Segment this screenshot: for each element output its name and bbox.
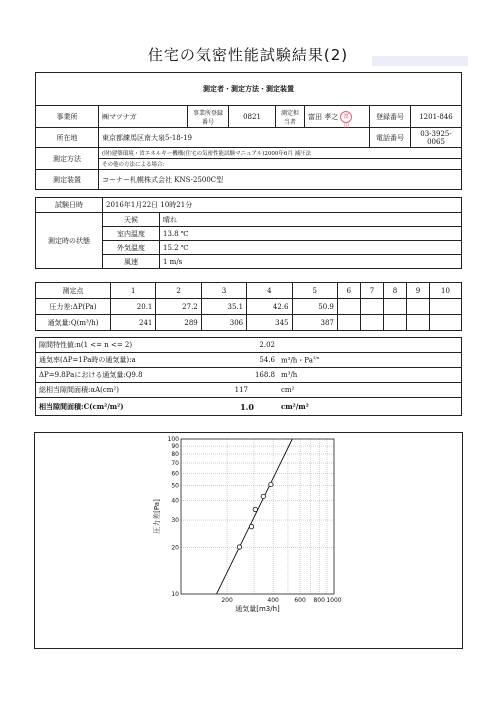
outdoor-value: 15.2 ℃: [160, 241, 462, 255]
device-label: 測定装置: [36, 170, 99, 190]
plot-area-border: [181, 439, 334, 594]
method-line1: (財)建築環境・省エネルギー機構(住宅の気密性能試験マニュアル)2000年6月 減圧法: [99, 148, 462, 159]
q98-label: ΔP=9.8Paにおける通気量:Q9.8: [36, 368, 203, 383]
q98-unit: m³/h: [278, 368, 462, 383]
point-cell-8: 8: [383, 283, 406, 299]
flow-cell-4: 345: [247, 315, 292, 331]
pressure-label: 圧力差:ΔP(Pa): [36, 299, 111, 315]
office-label: 事業所: [36, 106, 99, 128]
personal-seal-stamp: 富田: [340, 111, 352, 123]
weather-label: 天候: [103, 213, 160, 227]
device-value: コーナー札幌株式会社 KNS-2500C型: [99, 170, 462, 190]
a-unit-sup: 1/n: [312, 354, 320, 360]
weather-value: 晴れ: [160, 213, 462, 227]
method-line2: その他の方法による場合:: [99, 159, 462, 170]
phone-label: 電話番号: [370, 128, 411, 148]
date-value: 2016年1月22日 10時21分: [103, 198, 462, 213]
outdoor-label: 外気温度: [103, 241, 160, 255]
point-cell-4: 4: [247, 283, 292, 299]
flow-cell-10: [430, 315, 462, 331]
n-value: 2.02: [202, 338, 278, 353]
indoor-value: 13.8 ℃: [160, 227, 462, 241]
data-point-3: [253, 507, 257, 511]
n-label: 隙間特性値:n(1 <= n <= 2): [36, 338, 203, 353]
C-unit: cm²/m²: [278, 398, 462, 416]
page-title: 住宅の気密性能試験結果(2): [147, 46, 349, 64]
point-cell-1: 1: [111, 283, 156, 299]
pressure-flow-chart: [35, 433, 462, 648]
pressure-cell-4: 42.6: [247, 299, 292, 315]
y-tick-label: 100: [167, 436, 179, 443]
pressure-cell-2: 27.2: [156, 299, 201, 315]
header-section-table: [35, 72, 462, 190]
y-tick-label: 80: [171, 451, 179, 459]
pressure-cell-3: 35.1: [201, 299, 246, 315]
corner-stamp: [372, 56, 468, 66]
aA-value: 117: [202, 383, 278, 398]
aA-label: 総相当隙間面積:αA(cm²): [36, 383, 203, 398]
data-point-4: [261, 494, 265, 498]
aA-unit: cm²: [278, 383, 462, 398]
results-table: [35, 337, 462, 416]
C-label: 相当隙間面積:C(cm²/m²): [36, 398, 203, 416]
address-label: 所在地: [36, 128, 99, 148]
y-tick-label: 90: [171, 443, 179, 451]
office-value: ㈱マツナガ: [99, 106, 188, 128]
pressure-cell-9: [406, 299, 429, 315]
x-axis-label: 通気量[m3/h]: [235, 605, 280, 613]
point-cell-3: 3: [201, 283, 246, 299]
pressure-cell-8: [383, 299, 406, 315]
pressure-cell-7: [360, 299, 383, 315]
reg-label: 登録番号: [370, 106, 411, 128]
point-label: 測定点: [36, 283, 111, 299]
state-label: 測定時の状態: [36, 213, 103, 269]
pressure-cell-10: [430, 299, 462, 315]
person-label: 測定担当者: [276, 106, 305, 128]
q98-value: 168.8: [202, 368, 278, 383]
flow-cell-6: [337, 315, 360, 331]
wind-label: 風速: [103, 255, 160, 269]
indoor-label: 室内温度: [103, 227, 160, 241]
office-reg-value: 0821: [229, 106, 276, 128]
data-point-2: [249, 524, 253, 528]
x-tick-label: 400: [267, 597, 279, 604]
reg-value: 1201-846: [411, 106, 462, 128]
method-label: 測定方法: [36, 148, 99, 170]
point-cell-2: 2: [156, 283, 201, 299]
flow-cell-8: [383, 315, 406, 331]
fit-line: [217, 439, 293, 594]
flow-cell-7: [360, 315, 383, 331]
x-tick-label: 800: [313, 597, 325, 604]
flow-label: 通気量:Q(m³/h): [36, 315, 111, 331]
pressure-cell-6: [337, 299, 360, 315]
a-unit: m³/h・Pa: [281, 356, 313, 365]
x-tick-label: 1000: [326, 597, 342, 604]
a-value: 54.6: [202, 353, 278, 368]
a-unit-cell: [278, 353, 462, 368]
a-label: 通気率(ΔP=1Pa時の通気量):a: [36, 353, 203, 368]
date-label: 試験日時: [36, 198, 103, 213]
point-cell-9: 9: [406, 283, 429, 299]
x-tick-label: 200: [221, 597, 233, 604]
point-cell-7: 7: [360, 283, 383, 299]
C-value: 1.0: [202, 398, 278, 416]
person-cell: [305, 106, 370, 128]
address-value: 東京都練馬区南大泉5-18-19: [99, 128, 370, 148]
y-tick-label: 70: [171, 460, 179, 468]
phone-value: 03-3925-0065: [411, 128, 462, 148]
flow-cell-3: 306: [201, 315, 246, 331]
pressure-cell-1: 20.1: [111, 299, 156, 315]
n-unit-blank: [278, 338, 462, 353]
flow-cell-1: 241: [111, 315, 156, 331]
flow-cell-5: 387: [292, 315, 337, 331]
person-value: 富田 孝之: [308, 112, 339, 121]
office-reg-label: 事業所登録番号: [188, 106, 229, 128]
y-tick-label: 30: [171, 517, 179, 525]
y-tick-label: 60: [171, 470, 179, 478]
y-tick-label: 10: [171, 591, 179, 598]
chart-frame: [34, 432, 463, 649]
y-tick-label: 50: [171, 482, 179, 490]
data-point-5: [269, 482, 273, 486]
point-cell-5: 5: [292, 283, 337, 299]
wind-value: 1 m/s: [160, 255, 462, 269]
y-tick-label: 20: [171, 544, 179, 552]
measurements-table: [35, 282, 462, 331]
point-cell-6: 6: [337, 283, 360, 299]
y-tick-label: 40: [171, 497, 179, 505]
data-point-1: [237, 545, 241, 549]
pressure-cell-5: 50.9: [292, 299, 337, 315]
x-tick-label: 600: [294, 597, 306, 604]
point-cell-10: 10: [430, 283, 462, 299]
conditions-table: [35, 197, 462, 269]
y-axis-label: 圧力差[Pa]: [153, 499, 161, 534]
flow-cell-9: [406, 315, 429, 331]
flow-cell-2: 289: [156, 315, 201, 331]
header-section-heading: 測定者・測定方法・測定装置: [36, 73, 462, 106]
